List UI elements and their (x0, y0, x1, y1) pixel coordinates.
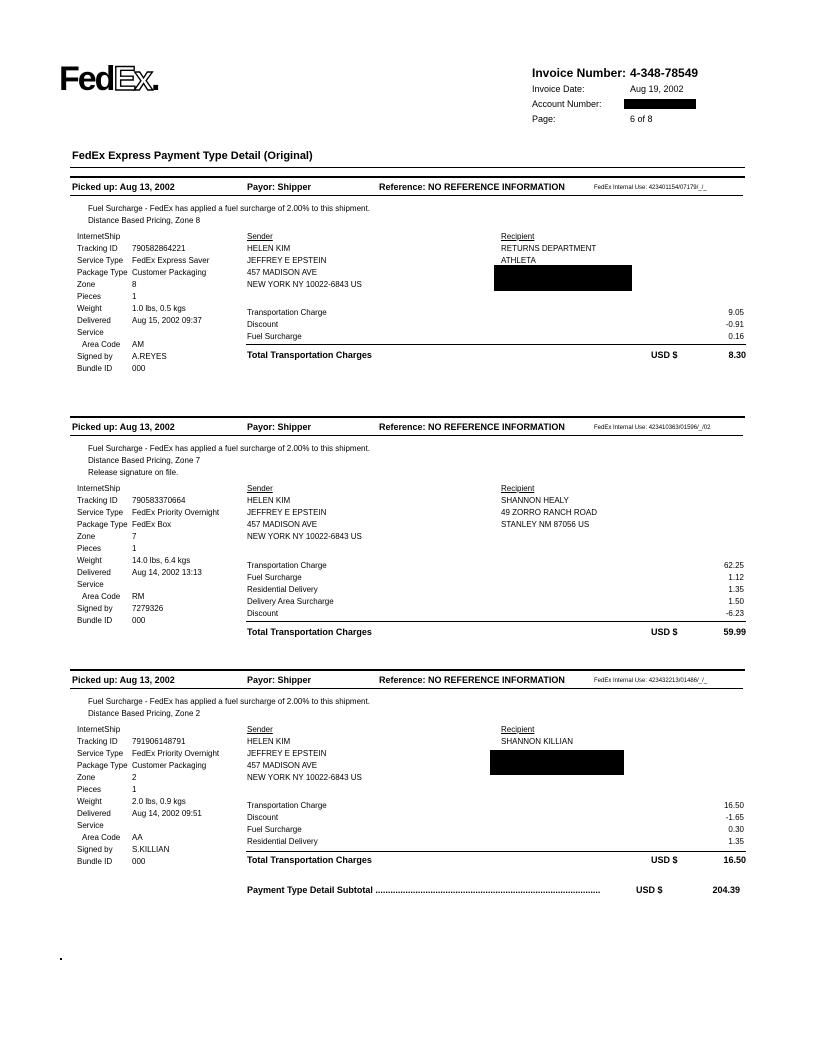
note-line: Fuel Surcharge - FedEx has applied a fuel surcharge of 2.00% to this shipment. (88, 697, 370, 706)
invoice-date: Aug 19, 2002 (630, 84, 684, 94)
field-label-service-type: Service Type (77, 508, 124, 517)
total-rule (246, 851, 746, 852)
field-value-tracking-id: 790583370664 (132, 496, 186, 505)
recipient-heading: Recipient (501, 484, 535, 493)
field-label-internetship: InternetShip (77, 725, 121, 734)
page-number: 6 of 8 (630, 114, 653, 124)
field-label-internetship: InternetShip (77, 232, 121, 241)
charge-amount: 1.50 (728, 597, 744, 606)
subtotal-currency: USD $ (636, 885, 663, 895)
sender-line: JEFFREY E EPSTEIN (247, 749, 327, 758)
charge-amount: 1.12 (728, 573, 744, 582)
charge-amount: -0.91 (725, 320, 744, 329)
sender-heading: Sender (247, 232, 273, 241)
field-label-signed-by: Signed by (77, 352, 113, 361)
field-label-package-type: Package Type (77, 520, 128, 529)
field-value-tracking-id: 791906148791 (132, 737, 186, 746)
page-label: Page: (532, 114, 556, 124)
invoice-date-label: Invoice Date: (532, 84, 585, 94)
total-currency: USD $ (651, 627, 678, 637)
total-label: Total Transportation Charges (247, 855, 372, 865)
field-value-pieces: 1 (132, 785, 137, 794)
sender-line: 457 MADISON AVE (247, 268, 318, 277)
charge-amount: -1.65 (725, 813, 744, 822)
note-line: Fuel Surcharge - FedEx has applied a fuel surcharge of 2.00% to this shipment. (88, 204, 370, 213)
field-label-zone: Zone (77, 773, 96, 782)
sender-line: 457 MADISON AVE (247, 520, 318, 529)
field-value-package-type: Customer Packaging (132, 761, 207, 770)
charge-amount: 0.16 (728, 332, 744, 341)
total-currency: USD $ (651, 350, 678, 360)
section-header-rule (70, 195, 743, 196)
section-top-rule (70, 669, 745, 671)
sender-heading: Sender (247, 725, 273, 734)
field-label-delivered: Delivered (77, 809, 111, 818)
sender-line: HELEN KIM (247, 244, 291, 253)
field-value-package-type: Customer Packaging (132, 268, 207, 277)
internal-use: FedEx Internal Use: 423410363/01596/_/02 (594, 425, 711, 431)
field-value-pieces: 1 (132, 292, 137, 301)
shipment-block (0, 669, 816, 869)
charge-label: Delivery Area Surcharge (247, 597, 334, 606)
charge-label: Fuel Surcharge (247, 332, 302, 341)
account-number-label: Account Number: (532, 99, 602, 109)
field-label-bundle: Bundle ID (77, 857, 113, 866)
reference: Reference: NO REFERENCE INFORMATION (379, 182, 565, 192)
reference: Reference: NO REFERENCE INFORMATION (379, 422, 565, 432)
invoice-number-label: Invoice Number: (532, 66, 627, 80)
total-label: Total Transportation Charges (247, 350, 372, 360)
invoice-number: 4-348-78549 (630, 66, 699, 80)
field-label-signed-by: Signed by (77, 604, 113, 613)
total-currency: USD $ (651, 855, 678, 865)
note-line: Fuel Surcharge - FedEx has applied a fuel surcharge of 2.00% to this shipment. (88, 444, 370, 453)
sender-line: HELEN KIM (247, 496, 291, 505)
field-value-area-code: RM (132, 592, 145, 601)
field-label-weight: Weight (77, 304, 102, 313)
sender-line: NEW YORK NY 10022-6843 US (247, 280, 362, 289)
charge-label: Transportation Charge (247, 308, 327, 317)
field-label-service-type: Service Type (77, 256, 124, 265)
field-label-tracking: Tracking ID (77, 737, 118, 746)
charge-label: Fuel Surcharge (247, 573, 302, 582)
field-label-delivered: Delivered (77, 316, 111, 325)
payor: Payor: Shipper (247, 182, 312, 192)
field-label-weight: Weight (77, 556, 102, 565)
charge-label: Discount (247, 320, 279, 329)
field-label-signed-by: Signed by (77, 845, 113, 854)
field-label-service: Service (77, 821, 104, 830)
field-label-pieces: Pieces (77, 544, 102, 553)
charge-amount: 62.25 (723, 561, 744, 570)
field-value-service-type: FedEx Express Saver (132, 256, 210, 265)
field-value-delivered: Aug 14, 2002 09:51 (132, 809, 202, 818)
total-amount: 16.50 (723, 855, 746, 865)
internal-use: FedEx Internal Use: 423401154/07179/_/_ (594, 185, 707, 191)
charge-amount: -6.23 (725, 609, 744, 618)
field-label-tracking: Tracking ID (77, 496, 118, 505)
charge-amount: 0.30 (728, 825, 744, 834)
sender-line: HELEN KIM (247, 737, 291, 746)
field-value-bundle-id: 000 (132, 364, 146, 373)
section-top-rule (70, 176, 745, 178)
recipient-line: RETURNS DEPARTMENT (501, 244, 597, 253)
charge-label: Transportation Charge (247, 561, 327, 570)
fedex-logo: FedEx. (59, 60, 159, 98)
recipient-heading: Recipient (501, 232, 535, 241)
note-line: Distance Based Pricing, Zone 8 (88, 216, 201, 225)
charge-amount: 1.35 (728, 585, 744, 594)
field-value-bundle-id: 000 (132, 616, 146, 625)
sender-line: JEFFREY E EPSTEIN (247, 256, 327, 265)
charge-label: Residential Delivery (247, 585, 318, 594)
recipient-redaction (494, 265, 632, 291)
field-label-bundle: Bundle ID (77, 364, 113, 373)
sender-line: NEW YORK NY 10022-6843 US (247, 532, 362, 541)
recipient-line: SHANNON HEALY (501, 496, 569, 505)
total-label: Total Transportation Charges (247, 627, 372, 637)
field-label-area-code: Area Code (82, 833, 121, 842)
charge-label: Discount (247, 813, 279, 822)
subtotal-label: Payment Type Detail Subtotal .......................................................................................... (247, 885, 601, 895)
field-label-tracking: Tracking ID (77, 244, 118, 253)
field-label-internetship: InternetShip (77, 484, 121, 493)
title-rule (70, 167, 745, 168)
section-header-rule (70, 435, 743, 436)
field-label-delivered: Delivered (77, 568, 111, 577)
field-label-weight: Weight (77, 797, 102, 806)
invoice-info (532, 66, 702, 127)
sender-line: JEFFREY E EPSTEIN (247, 508, 327, 517)
section-header-rule (70, 688, 743, 689)
picked-up: Picked up: Aug 13, 2002 (72, 675, 175, 685)
field-label-service: Service (77, 328, 104, 337)
field-value-zone: 2 (132, 773, 137, 782)
field-value-package-type: FedEx Box (132, 520, 172, 529)
field-value-area-code: AA (132, 833, 143, 842)
field-value-zone: 7 (132, 532, 137, 541)
charge-label: Residential Delivery (247, 837, 318, 846)
field-value-zone: 8 (132, 280, 137, 289)
note-line: Release signature on file. (88, 468, 179, 477)
field-value-signed-by: S.KILLIAN (132, 845, 170, 854)
total-rule (246, 344, 746, 345)
field-value-delivered: Aug 15, 2002 09:37 (132, 316, 202, 325)
picked-up: Picked up: Aug 13, 2002 (72, 182, 175, 192)
charge-label: Fuel Surcharge (247, 825, 302, 834)
field-value-weight: 14.0 lbs, 6.4 kgs (132, 556, 191, 565)
charge-amount: 9.05 (728, 308, 744, 317)
recipient-line: ATHLETA (501, 256, 536, 265)
field-label-service: Service (77, 580, 104, 589)
sender-line: 457 MADISON AVE (247, 761, 318, 770)
total-amount: 59.99 (723, 627, 746, 637)
subtotal-amount: 204.39 (712, 885, 740, 895)
recipient-redaction (490, 750, 624, 775)
reference: Reference: NO REFERENCE INFORMATION (379, 675, 565, 685)
field-value-delivered: Aug 14, 2002 13:13 (132, 568, 202, 577)
stray-mark (60, 958, 62, 960)
charge-label: Transportation Charge (247, 801, 327, 810)
account-number-redaction (624, 99, 696, 109)
field-label-area-code: Area Code (82, 592, 121, 601)
charge-amount: 16.50 (723, 801, 744, 810)
field-label-service-type: Service Type (77, 749, 124, 758)
field-label-package-type: Package Type (77, 761, 128, 770)
field-label-area-code: Area Code (82, 340, 121, 349)
field-label-pieces: Pieces (77, 785, 102, 794)
field-value-weight: 2.0 lbs, 0.9 kgs (132, 797, 186, 806)
field-value-tracking-id: 790582864221 (132, 244, 186, 253)
field-label-zone: Zone (77, 532, 96, 541)
page-title: FedEx Express Payment Type Detail (Original) (72, 150, 313, 162)
internal-use: FedEx Internal Use: 423432213/01486/_/_ (594, 678, 708, 684)
shipment-block (0, 416, 816, 646)
field-value-signed-by: 7279326 (132, 604, 164, 613)
field-value-pieces: 1 (132, 544, 137, 553)
shipment-block (0, 176, 816, 386)
recipient-heading: Recipient (501, 725, 535, 734)
section-top-rule (70, 416, 745, 418)
payor: Payor: Shipper (247, 422, 312, 432)
field-value-signed-by: A.REYES (132, 352, 167, 361)
note-line: Distance Based Pricing, Zone 7 (88, 456, 201, 465)
picked-up: Picked up: Aug 13, 2002 (72, 422, 175, 432)
charge-label: Discount (247, 609, 279, 618)
payor: Payor: Shipper (247, 675, 312, 685)
recipient-line: SHANNON KILLIAN (501, 737, 574, 746)
field-label-pieces: Pieces (77, 292, 102, 301)
recipient-line: 49 ZORRO RANCH ROAD (501, 508, 598, 517)
field-value-area-code: AM (132, 340, 144, 349)
field-value-weight: 1.0 lbs, 0.5 kgs (132, 304, 186, 313)
field-label-package-type: Package Type (77, 268, 128, 277)
sender-line: NEW YORK NY 10022-6843 US (247, 773, 362, 782)
field-value-bundle-id: 000 (132, 857, 146, 866)
field-value-service-type: FedEx Priority Overnight (132, 508, 220, 517)
charge-amount: 1.35 (728, 837, 744, 846)
field-label-bundle: Bundle ID (77, 616, 113, 625)
sender-heading: Sender (247, 484, 273, 493)
note-line: Distance Based Pricing, Zone 2 (88, 709, 201, 718)
total-rule (246, 621, 746, 622)
field-value-service-type: FedEx Priority Overnight (132, 749, 220, 758)
total-amount: 8.30 (728, 350, 746, 360)
field-label-zone: Zone (77, 280, 96, 289)
recipient-line: STANLEY NM 87056 US (501, 520, 590, 529)
